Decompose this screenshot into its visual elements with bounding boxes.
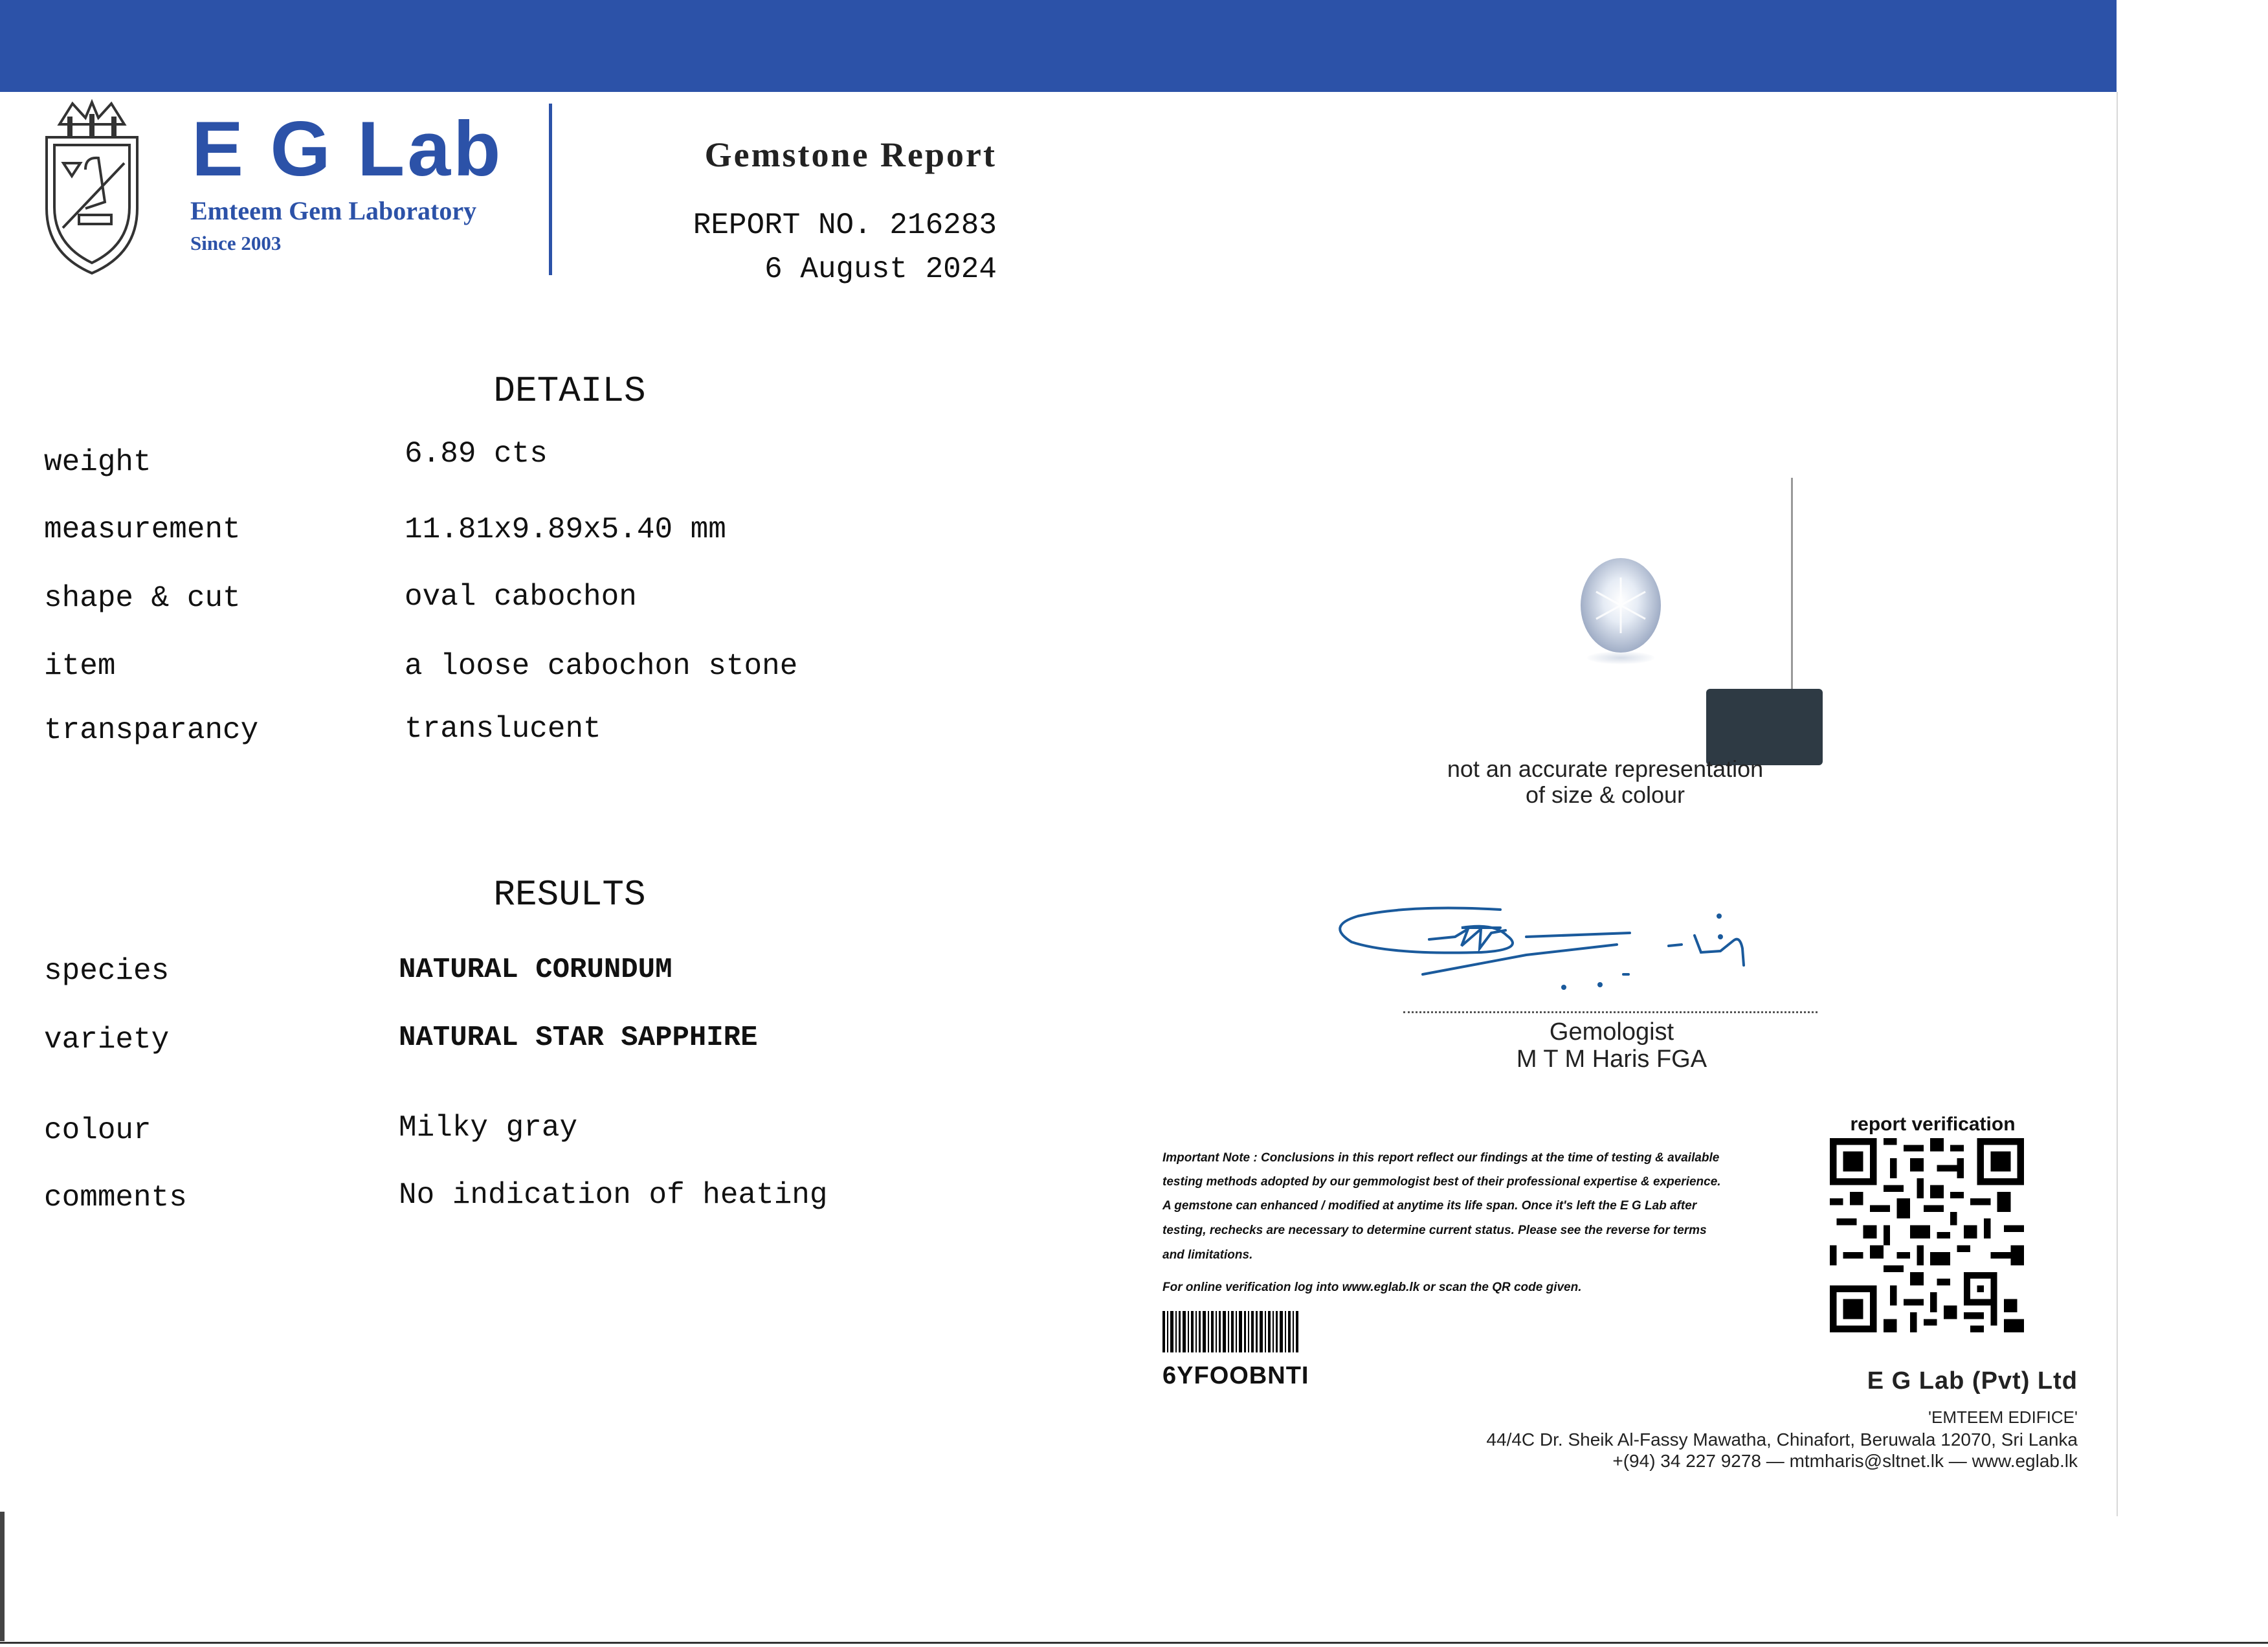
details-heading: DETAILS: [493, 370, 646, 412]
bottom-border: [0, 1642, 2268, 1644]
result-value: NATURAL STAR SAPPHIRE: [399, 1022, 758, 1054]
barcode: [1162, 1311, 1298, 1352]
result-label: variety: [44, 1023, 170, 1057]
result-label: colour: [44, 1114, 151, 1147]
photo-color-block: [1706, 689, 1823, 765]
scan-edge-mark: [0, 1512, 5, 1641]
note-line: A gemstone can enhanced / modified at anytime its life span. Once it's left the E G Lab after: [1162, 1199, 1697, 1213]
report-date: 6 August 2024: [764, 252, 997, 286]
detail-label: transparancy: [44, 713, 259, 747]
detail-label: item: [44, 649, 116, 683]
note-line: Important Note : Conclusions in this report reflect our findings at the time of testing & available: [1162, 1151, 1720, 1165]
report-title: Gemstone Report: [704, 135, 997, 174]
company-contact: +(94) 34 227 9278 — mtmharis@sltnet.lk — www.eglab.lk: [1612, 1451, 2078, 1471]
barcode-code: 6YFOOBNTI: [1162, 1362, 1309, 1389]
signature-line: [1403, 1011, 1818, 1013]
note-line: and limitations.: [1162, 1248, 1253, 1262]
results-heading: RESULTS: [493, 874, 646, 915]
photo-caption: not an accurate representation: [1447, 756, 1764, 782]
detail-value: oval cabochon: [405, 580, 637, 614]
detail-label: shape & cut: [44, 581, 241, 615]
company-name: E G Lab (Pvt) Ltd: [1867, 1367, 2078, 1395]
lab-crest-logo: [34, 98, 150, 280]
gemologist-signature: [1332, 890, 1818, 1000]
page-edge: [2117, 92, 2118, 1516]
verification-label: report verification: [1850, 1114, 2016, 1135]
detail-value: a loose cabochon stone: [405, 649, 798, 683]
photo-guide-line: [1791, 478, 1793, 698]
detail-value: translucent: [405, 712, 601, 746]
online-verification-note: For online verification log into www.eglab.lk or scan the QR code given.: [1162, 1281, 1582, 1294]
result-value: NATURAL CORUNDUM: [399, 954, 673, 986]
detail-label: measurement: [44, 513, 241, 546]
detail-value: 11.81x9.89x5.40 mm: [405, 513, 726, 546]
header-divider: [549, 104, 552, 275]
detail-value: 6.89 cts: [405, 437, 548, 471]
gem-reflection: [1587, 651, 1654, 664]
star-icon: [1581, 558, 1661, 653]
building-name: 'EMTEEM EDIFICE': [1928, 1407, 2078, 1427]
signatory-name: M T M Haris FGA: [1516, 1046, 1707, 1073]
result-label: species: [44, 954, 170, 988]
gemstone-photo: [1581, 558, 1661, 653]
top-color-band: [0, 0, 2117, 92]
brand-subtitle: Emteem Gem Laboratory: [190, 196, 477, 225]
company-address: 44/4C Dr. Sheik Al-Fassy Mawatha, Chinafort, Beruwala 12070, Sri Lanka: [1486, 1429, 2078, 1450]
photo-caption: of size & colour: [1525, 781, 1685, 808]
result-value: No indication of heating: [399, 1178, 828, 1212]
result-value: Milky gray: [399, 1111, 578, 1145]
since-year: Since 2003: [190, 232, 282, 254]
qr-code-icon[interactable]: [1829, 1138, 2025, 1332]
note-line: testing, rechecks are necessary to determine current status. Please see the reverse for terms: [1162, 1224, 1707, 1237]
brand-name: E G Lab: [192, 106, 504, 192]
report-number: REPORT NO. 216283: [693, 208, 997, 242]
signatory-title: Gemologist: [1549, 1018, 1674, 1046]
result-label: comments: [44, 1181, 187, 1215]
note-line: testing methods adopted by our gemmologist best of their professional expertise & experience.: [1162, 1175, 1721, 1189]
detail-label: weight: [44, 445, 151, 479]
